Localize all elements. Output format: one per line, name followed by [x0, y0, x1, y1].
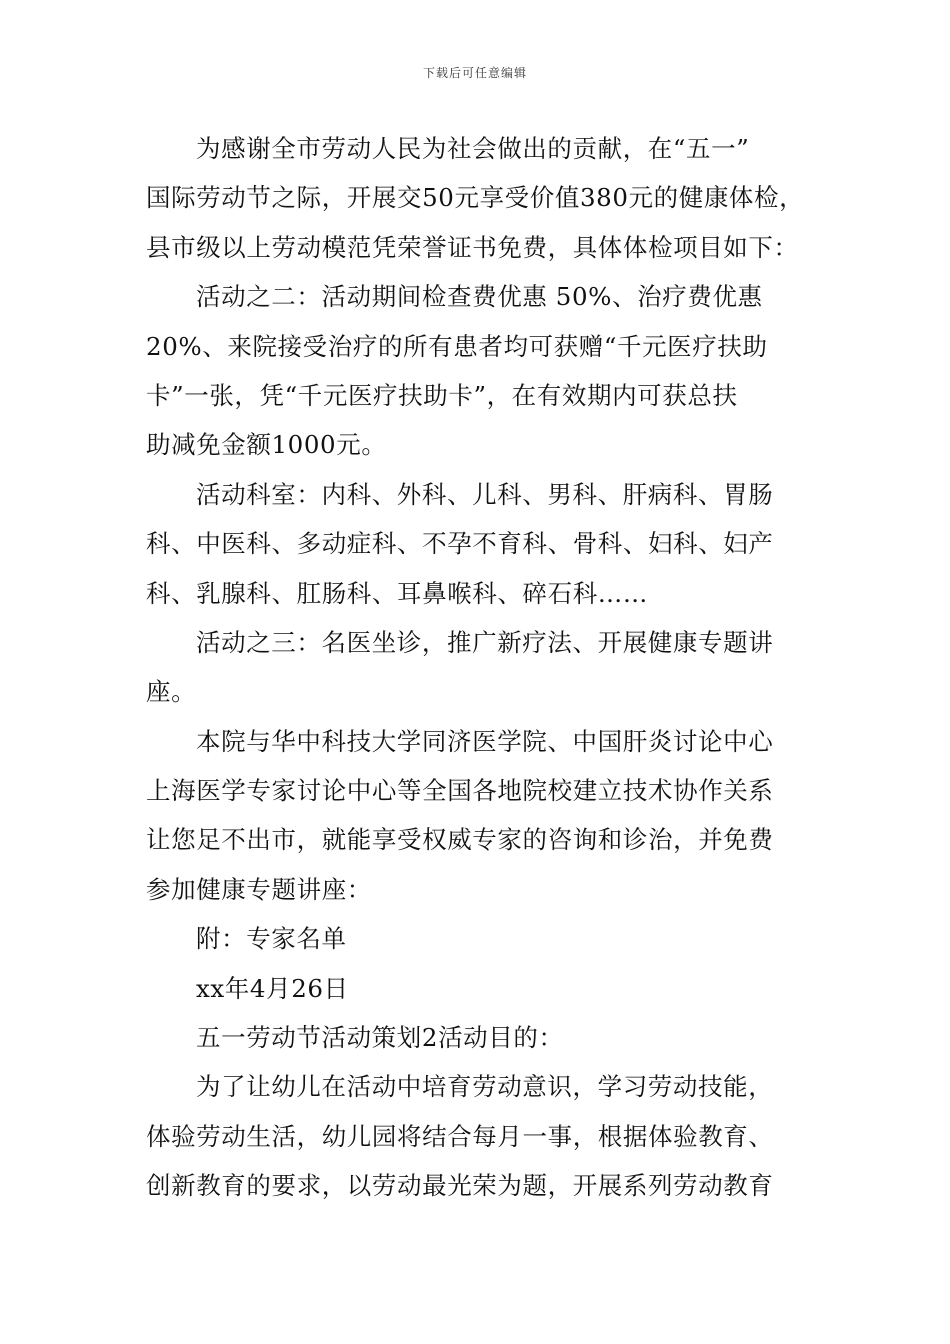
- text-line: 让您足不出市，就能享受权威专家的咨询和诊治，并免费: [146, 825, 774, 855]
- text-line: 20%、来院接受治疗的所有患者均可获赠“千元医疗扶助: [146, 331, 768, 361]
- text-line: 活动科室：内科、外科、儿科、男科、肝病科、胃肠: [196, 479, 774, 509]
- text-line: 活动之二：活动期间检查费优惠 50%、治疗费优惠: [196, 282, 763, 312]
- text-line: 座。: [146, 677, 197, 707]
- text-line: 卡”一张，凭“千元医疗扶助卡”，在有效期内可获总扶: [146, 380, 738, 410]
- text-line: 附：专家名单: [196, 924, 347, 954]
- text-line: 为感谢全市劳动人民为社会做出的贡献，在“五一”: [196, 134, 750, 163]
- text-line: 国际劳动节之际，开展交50元享受价值380元的健康体检，: [146, 183, 805, 213]
- text-line: 科、乳腺科、肛肠科、耳鼻喉科、碎石科……: [146, 578, 648, 608]
- text-line: 县市级以上劳动模范凭荣誉证书免费，具体体检项目如下：: [146, 232, 799, 262]
- text-line: 助减免金额1000元。: [146, 430, 387, 460]
- text-line: 为了让幼儿在活动中培育劳动意识，学习劳动技能，: [196, 1072, 774, 1102]
- text-line: 创新教育的要求，以劳动最光荣为题，开展系列劳动教育: [146, 1171, 774, 1201]
- text-line: 体验劳动生活，幼儿园将结合每月一事，根据体验教育、: [146, 1121, 774, 1151]
- page-header: 下载后可任意编辑: [422, 66, 527, 80]
- text-line: 活动之三：名医坐诊，推广新疗法、开展健康专题讲: [196, 627, 774, 657]
- document-body: [146, 124, 826, 1211]
- text-line: xx年4月26日: [196, 973, 349, 1003]
- text-line: 上海医学专家讨论中心等全国各地院校建立技术协作关系: [146, 776, 774, 806]
- text-line: 科、中医科、多动症科、不孕不育科、骨科、妇科、妇产: [146, 529, 774, 559]
- text-line: 本院与华中科技大学同济医学院、中国肝炎讨论中心: [196, 726, 774, 756]
- text-line: 五一劳动节活动策划2活动目的：: [196, 1023, 564, 1053]
- text-line: 参加健康专题讲座：: [146, 874, 372, 904]
